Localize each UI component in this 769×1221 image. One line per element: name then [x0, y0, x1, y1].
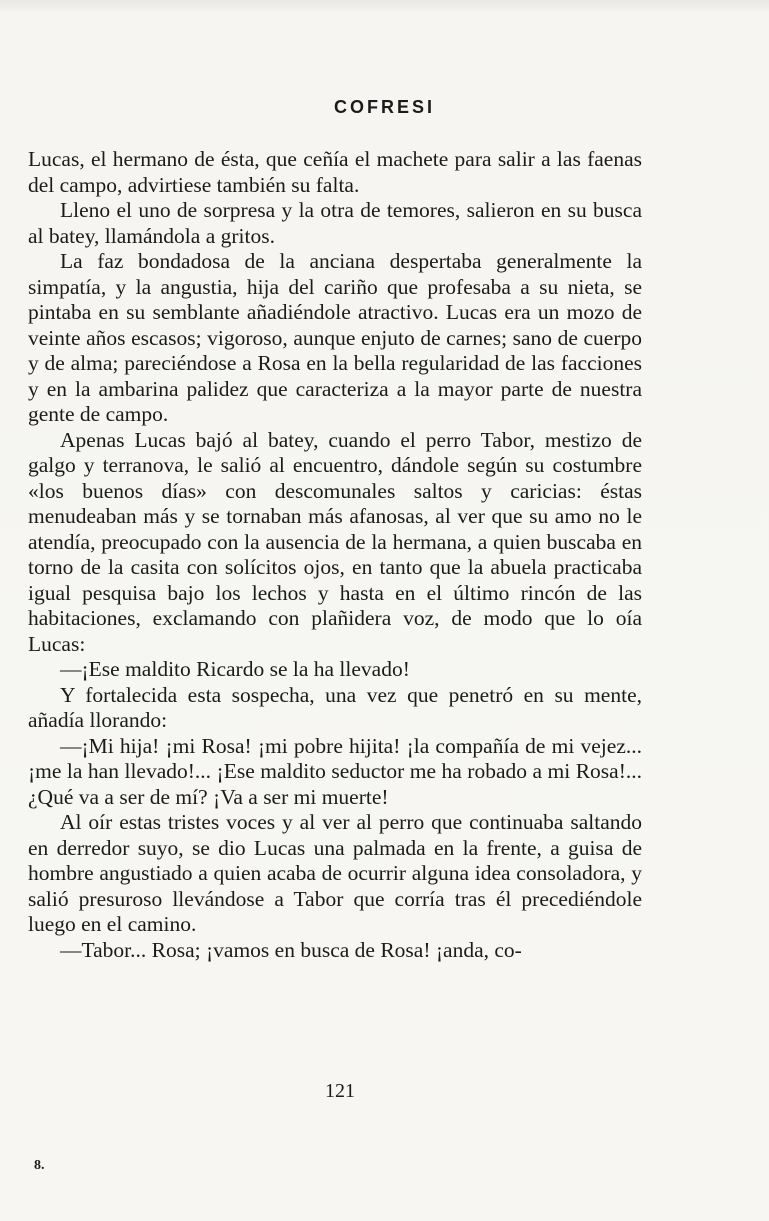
paragraph: —¡Ese maldito Ricardo se la ha llevado!: [60, 657, 410, 681]
paragraph: Y fortalecida esta sospecha, una vez que penetró en su mente, añadía llorando:: [28, 682, 642, 732]
paragraph: Apenas Lucas bajó al batey, cuando el perro Tabor, mestizo de galgo y terranova, le salió al encuentro, dándole según su costumbre «los buenos días» con descomunales saltos y caricias: éstas menudeaban más y se tornaban más afanosas, al ver que su amo no le atendía, preocupado con la ausencia de la hermana, a quien buscaba en torno de la casita con solícitos ojos, en tanto que la abuela practicaba igual pesquisa bajo los lechos y hasta en el último rincón de las habitaciones, exclamando con plañidera voz, de modo que lo oía Lucas:: [28, 427, 642, 656]
paragraph: Al oír estas tristes voces y al ver al perro que continuaba saltando en derredor suyo, se dio Lucas una palmada en la frente, a guisa de hombre angustiado a quien acaba de ocurrir alguna idea consoladora, y salió presuroso llevándose a Tabor que corría tras él precediéndole luego en el camino.: [28, 810, 642, 936]
body-text: [28, 147, 642, 963]
running-header: COFRESI: [333, 97, 435, 117]
signature-mark: 8.: [34, 1158, 45, 1173]
paragraph: —¡Mi hija! ¡mi Rosa! ¡mi pobre hijita! ¡la compañía de mi vejez... ¡me la han llevado!... ¡Ese maldito seductor me ha robado a mi Rosa!... ¿Qué va a ser de mí? ¡Va a ser mi muerte!: [28, 733, 642, 809]
paragraph: Lleno el uno de sorpresa y la otra de temores, salieron en su busca al batey, llamándola a gritos.: [28, 198, 642, 248]
paragraph: Lucas, el hermano de ésta, que ceñía el machete para salir a las faenas del campo, advirtiese también su falta.: [28, 147, 642, 197]
page-number: 121: [325, 1080, 355, 1102]
paragraph: —Tabor... Rosa; ¡vamos en busca de Rosa! ¡anda, co-: [60, 937, 522, 962]
paragraph: La faz bondadosa de la anciana despertaba generalmente la simpatía, y la angustia, hija del cariño que profesaba a su nieta, se pintaba en su semblante añadiéndole atractivo. Lucas era un mozo de veinte años escasos; vigoroso, aunque enjuto de carnes; sano de cuerpo y de alma; pareciéndose a Rosa en la bella regularidad de las facciones y en la ambarina palidez que caracteriza a la mayor parte de nuestra gente de campo.: [28, 249, 642, 426]
